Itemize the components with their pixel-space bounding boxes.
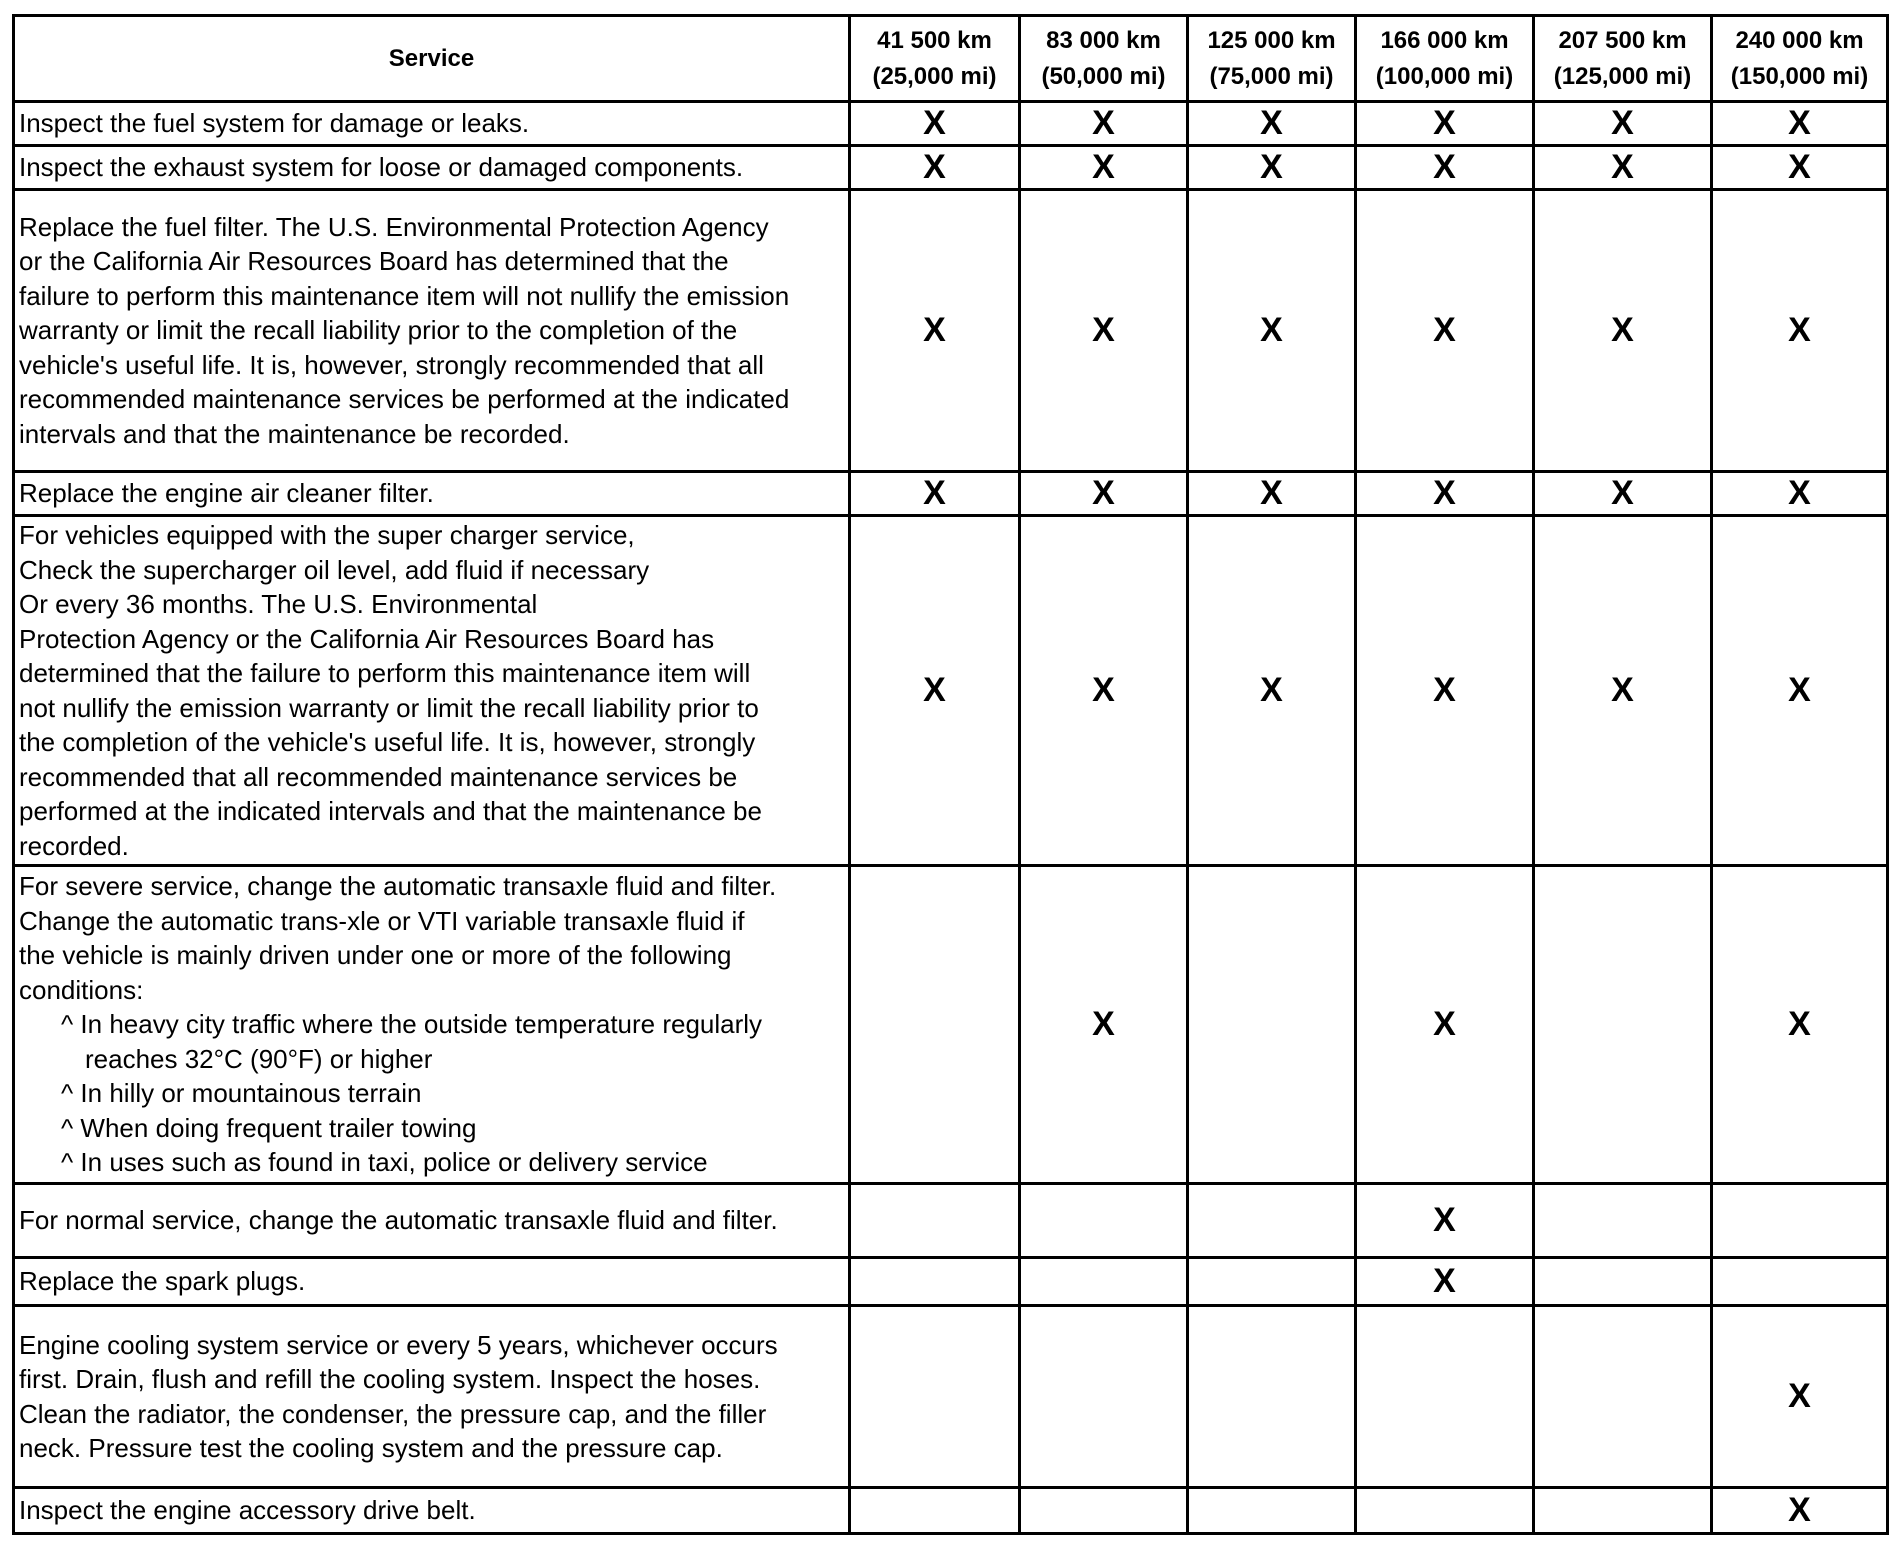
- service-text-line: intervals and that the maintenance be recorded.: [19, 418, 570, 449]
- interval-cell: [850, 866, 1020, 1184]
- service-text-line: performed at the indicated intervals and that the maintenance be: [19, 796, 762, 826]
- check-mark: X: [1433, 104, 1456, 142]
- interval-cell: [1188, 146, 1356, 190]
- interval-cell: [1534, 1488, 1712, 1534]
- service-description: [14, 472, 850, 516]
- interval-cell: [1712, 1488, 1888, 1534]
- table-row: [14, 1258, 1888, 1306]
- interval-cell: [1356, 102, 1534, 146]
- interval-cell: [1534, 1306, 1712, 1488]
- interval-cell: [1020, 866, 1188, 1184]
- check-mark: X: [1092, 671, 1115, 709]
- service-text-line: failure to perform this maintenance item will not nullify the emission: [19, 280, 790, 311]
- header-line: (75,000 mi): [1209, 62, 1334, 90]
- table-row: [14, 472, 1888, 516]
- interval-cell: [1020, 1488, 1188, 1534]
- interval-cell: [1534, 516, 1712, 866]
- service-text-line: Inspect the engine accessory drive belt.: [19, 1495, 476, 1526]
- header-service: [14, 16, 850, 102]
- interval-cell: [1356, 190, 1534, 472]
- check-mark: X: [1788, 671, 1811, 709]
- header-line: 166 000 km: [1380, 26, 1509, 54]
- interval-cell: [850, 146, 1020, 190]
- interval-cell: [1356, 516, 1534, 866]
- interval-cell: [1712, 516, 1888, 866]
- header-line: 41 500 km: [877, 26, 992, 54]
- interval-cell: [1188, 190, 1356, 472]
- interval-cell: [1188, 1488, 1356, 1534]
- interval-cell: [1712, 472, 1888, 516]
- interval-cell: [1356, 472, 1534, 516]
- check-mark: X: [1433, 148, 1456, 186]
- service-text-line: Replace the spark plugs.: [19, 1266, 306, 1297]
- table-row: [14, 102, 1888, 146]
- check-mark: X: [1092, 104, 1115, 142]
- table-row: [14, 866, 1888, 1184]
- service-text-line: recommended that all recommended maintenance services be: [19, 761, 738, 792]
- check-mark: X: [1611, 311, 1634, 349]
- service-text-line: ^ In uses such as found in taxi, police or delivery service: [61, 1147, 708, 1178]
- check-mark: X: [1433, 311, 1456, 349]
- service-text-line: For severe service, change the automatic transaxle fluid and filter.: [19, 871, 777, 902]
- interval-cell: [1020, 146, 1188, 190]
- interval-cell: [1020, 1184, 1188, 1258]
- interval-cell: [1534, 1258, 1712, 1306]
- service-text-line: Inspect the fuel system for damage or leaks.: [19, 108, 530, 139]
- maintenance-schedule-table: [12, 14, 1889, 1535]
- service-text-line: Replace the fuel filter. The U.S. Environmental Protection Agency: [19, 211, 769, 242]
- check-mark: X: [923, 474, 946, 512]
- check-mark: X: [1788, 1005, 1811, 1043]
- header-interval-1: [850, 16, 1020, 102]
- service-text-line: Check the supercharger oil level, add fluid if necessary: [19, 554, 650, 585]
- header-line: (125,000 mi): [1553, 62, 1692, 90]
- check-mark: X: [1092, 474, 1115, 512]
- header-line: 83 000 km: [1046, 26, 1161, 54]
- interval-cell: [1712, 146, 1888, 190]
- check-mark: X: [1788, 1377, 1811, 1415]
- header-interval-2: [1020, 16, 1188, 102]
- check-mark: X: [1611, 104, 1634, 142]
- table-row: [14, 190, 1888, 472]
- service-text-line: ^ When doing frequent trailer towing: [61, 1112, 477, 1143]
- interval-cell: [1356, 866, 1534, 1184]
- interval-cell: [850, 102, 1020, 146]
- check-mark: X: [1260, 474, 1283, 512]
- table-row: [14, 516, 1888, 866]
- check-mark: X: [1260, 148, 1283, 186]
- interval-cell: [850, 472, 1020, 516]
- check-mark: X: [1092, 1005, 1115, 1043]
- service-text-line: recommended maintenance services be performed at the indicated: [19, 384, 790, 415]
- header-interval-5: [1534, 16, 1712, 102]
- check-mark: X: [1611, 671, 1634, 709]
- table-row: [14, 1184, 1888, 1258]
- interval-cell: [1356, 1488, 1534, 1534]
- service-text-line: Or every 36 months. The U.S. Environmental: [19, 589, 538, 619]
- header-line: 125 000 km: [1207, 26, 1336, 54]
- interval-cell: [1712, 866, 1888, 1184]
- interval-cell: [1188, 516, 1356, 866]
- service-text-line: determined that the failure to perform this maintenance item will: [19, 658, 751, 688]
- interval-cell: [850, 1258, 1020, 1306]
- interval-cell: [1712, 1258, 1888, 1306]
- interval-cell: [1188, 866, 1356, 1184]
- service-text-line: recorded.: [19, 830, 129, 861]
- header-row: [14, 16, 1888, 102]
- service-text-line: ^ In heavy city traffic where the outside temperature regularly: [61, 1009, 763, 1040]
- check-mark: X: [923, 104, 946, 142]
- check-mark: X: [1433, 671, 1456, 709]
- service-description: [14, 516, 850, 866]
- interval-cell: [1020, 472, 1188, 516]
- interval-cell: [1356, 1306, 1534, 1488]
- service-text-line: the completion of the vehicle's useful life. It is, however, strongly: [19, 727, 756, 757]
- interval-cell: [1534, 472, 1712, 516]
- service-text-line: or the California Air Resources Board has determined that the: [19, 246, 729, 277]
- interval-cell: [850, 1306, 1020, 1488]
- interval-cell: [1712, 1306, 1888, 1488]
- header-line: 207 500 km: [1558, 26, 1687, 54]
- interval-cell: [1534, 146, 1712, 190]
- header-interval-6: [1712, 16, 1888, 102]
- interval-cell: [850, 1488, 1020, 1534]
- service-text-line: Engine cooling system service or every 5 years, whichever occurs: [19, 1329, 778, 1360]
- interval-cell: [1356, 146, 1534, 190]
- table-body: [14, 102, 1888, 1534]
- interval-cell: [850, 190, 1020, 472]
- check-mark: X: [1433, 1262, 1456, 1300]
- interval-cell: [1188, 1184, 1356, 1258]
- header-line: (25,000 mi): [872, 62, 997, 90]
- service-text-line: conditions:: [19, 974, 144, 1005]
- service-description: [14, 1306, 850, 1488]
- interval-cell: [1534, 102, 1712, 146]
- interval-cell: [1188, 102, 1356, 146]
- interval-cell: [1712, 190, 1888, 472]
- service-text-line: vehicle's useful life. It is, however, strongly recommended that all: [19, 349, 764, 380]
- service-description: [14, 1488, 850, 1534]
- interval-cell: [850, 516, 1020, 866]
- check-mark: X: [1788, 104, 1811, 142]
- table-row: [14, 146, 1888, 190]
- service-text-line: Clean the radiator, the condenser, the pressure cap, and the filler: [19, 1398, 767, 1429]
- interval-cell: [1188, 1306, 1356, 1488]
- check-mark: X: [1260, 671, 1283, 709]
- check-mark: X: [923, 148, 946, 186]
- service-text-line: Replace the engine air cleaner filter.: [19, 478, 434, 509]
- check-mark: X: [1788, 311, 1811, 349]
- interval-cell: [1020, 516, 1188, 866]
- header-line: 240 000 km: [1735, 26, 1864, 54]
- table-header: [14, 16, 1888, 102]
- service-text-line: For vehicles equipped with the super charger service,: [19, 520, 635, 550]
- check-mark: X: [923, 671, 946, 709]
- header-line: (100,000 mi): [1375, 62, 1514, 90]
- table-row: [14, 1488, 1888, 1534]
- service-description: [14, 146, 850, 190]
- check-mark: X: [1611, 474, 1634, 512]
- interval-cell: [1188, 472, 1356, 516]
- service-description: [14, 1184, 850, 1258]
- check-mark: X: [1611, 148, 1634, 186]
- service-text-line: ^ In hilly or mountainous terrain: [61, 1078, 422, 1109]
- service-text-line: the vehicle is mainly driven under one or more of the following: [19, 940, 732, 971]
- interval-cell: [1712, 1184, 1888, 1258]
- header-interval-4: [1356, 16, 1534, 102]
- service-description: [14, 102, 850, 146]
- check-mark: X: [1788, 148, 1811, 186]
- interval-cell: [1020, 190, 1188, 472]
- service-description: [14, 190, 850, 472]
- service-description: [14, 1258, 850, 1306]
- service-text-line: not nullify the emission warranty or limit the recall liability prior to: [19, 692, 759, 723]
- check-mark: X: [1433, 1201, 1456, 1239]
- interval-cell: [1020, 1258, 1188, 1306]
- service-text-line: warranty or limit the recall liability prior to the completion of the: [19, 315, 738, 346]
- check-mark: X: [1433, 1005, 1456, 1043]
- interval-cell: [1188, 1258, 1356, 1306]
- check-mark: X: [1788, 474, 1811, 512]
- interval-cell: [1534, 866, 1712, 1184]
- header-line: Service: [388, 44, 475, 72]
- check-mark: X: [1788, 1491, 1811, 1529]
- interval-cell: [1356, 1184, 1534, 1258]
- service-text-line: Protection Agency or the California Air Resources Board has: [19, 623, 715, 654]
- check-mark: X: [1433, 474, 1456, 512]
- check-mark: X: [1260, 104, 1283, 142]
- header-interval-3: [1188, 16, 1356, 102]
- interval-cell: [850, 1184, 1020, 1258]
- service-text-line: For normal service, change the automatic transaxle fluid and filter.: [19, 1205, 778, 1236]
- interval-cell: [1020, 102, 1188, 146]
- service-text-line: Change the automatic trans-xle or VTI variable transaxle fluid if: [19, 905, 745, 936]
- check-mark: X: [923, 311, 946, 349]
- interval-cell: [1534, 1184, 1712, 1258]
- service-text-line: reaches 32°C (90°F) or higher: [85, 1043, 433, 1074]
- check-mark: X: [1092, 148, 1115, 186]
- service-text-line: Inspect the exhaust system for loose or damaged components.: [19, 152, 744, 183]
- check-mark: X: [1260, 311, 1283, 349]
- interval-cell: [1356, 1258, 1534, 1306]
- interval-cell: [1712, 102, 1888, 146]
- interval-cell: [1534, 190, 1712, 472]
- check-mark: X: [1092, 311, 1115, 349]
- service-description: [14, 866, 850, 1184]
- header-line: (50,000 mi): [1041, 62, 1166, 90]
- service-text-line: neck. Pressure test the cooling system and the pressure cap.: [19, 1433, 723, 1463]
- header-line: (150,000 mi): [1730, 62, 1869, 90]
- service-text-line: first. Drain, flush and refill the cooling system. Inspect the hoses.: [19, 1364, 761, 1394]
- interval-cell: [1020, 1306, 1188, 1488]
- table-row: [14, 1306, 1888, 1488]
